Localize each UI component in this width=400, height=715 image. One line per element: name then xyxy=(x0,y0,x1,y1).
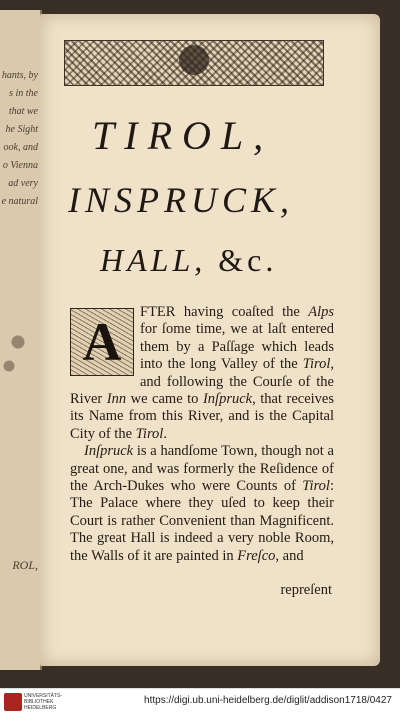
facing-page-line: he Sight xyxy=(5,124,38,135)
italic-phrase: Tirol xyxy=(135,425,164,442)
text-run: , and xyxy=(275,547,304,564)
italic-phrase: Inſpruck xyxy=(84,443,134,460)
text-run: : The Palace where they uſed to keep their Court is rather Convenient than Magnificent. The great Hall is indeed a very noble Room, the Walls of it are painted in xyxy=(70,478,334,564)
text-run: , and following the Courſe of the River xyxy=(70,356,334,408)
library-name-line: BIBLIOTHEK xyxy=(24,699,54,705)
library-name-line: HEIDELBERG xyxy=(24,705,57,711)
facing-page-line: ook, and xyxy=(3,142,38,153)
italic-phrase: Alps xyxy=(308,304,334,320)
viewer-footer xyxy=(0,688,400,715)
book-page xyxy=(40,14,380,666)
facing-page-edge xyxy=(0,10,42,670)
drop-cap-letter: A xyxy=(82,312,122,372)
italic-phrase: Inſpruck xyxy=(202,391,253,408)
body-text xyxy=(70,304,334,565)
library-logo-icon xyxy=(4,693,22,711)
text-run: . xyxy=(163,425,167,442)
crown-ornament-icon xyxy=(179,45,209,75)
text-run: for ſome time, we at laſt entered them by a Paſſage which leads into the long Valley of the xyxy=(140,321,334,373)
italic-phrase: Tirol xyxy=(302,478,330,495)
paragraph xyxy=(70,443,334,565)
chapter-title-line-2: INSPRUCK, xyxy=(68,180,295,220)
title-word-hall: HALL, xyxy=(100,242,207,278)
chapter-title-line-1: TIROL, xyxy=(92,113,274,158)
library-name-line: UNIVERSITÄTS- xyxy=(24,693,63,699)
decorated-initial xyxy=(70,308,134,376)
facing-page-line: ROL, xyxy=(12,558,38,572)
text-run: we came to xyxy=(126,391,203,408)
facing-page-line: e natural xyxy=(1,196,38,207)
chapter-title-line-3 xyxy=(100,242,277,279)
text-run: FTER having coaſted the xyxy=(140,304,309,320)
facing-page-line: o Vienna xyxy=(2,160,38,171)
facing-page-line: s in the xyxy=(9,88,38,99)
italic-phrase: Inn xyxy=(106,391,127,408)
facing-page-ornament xyxy=(0,310,30,390)
facing-page-line: that we xyxy=(8,106,38,117)
italic-phrase: Tirol xyxy=(302,356,331,373)
catchword: repreſent xyxy=(280,582,332,598)
permalink[interactable]: https://digi.ub.uni-heidelberg.de/diglit/addison1718/0427 xyxy=(144,695,392,706)
text-run: , that receives its Name from this River, and is the Capital City of the xyxy=(70,391,334,442)
text-run: is a handſome Town, though not a great one, and was formerly the Reſidence of the Arch-Dukes who were Counts of xyxy=(70,443,334,495)
title-etc: &c. xyxy=(218,242,278,278)
ornamental-headpiece xyxy=(64,40,324,86)
facing-page-line: ad very xyxy=(8,178,38,189)
italic-phrase: Freſco xyxy=(237,547,276,564)
library-name xyxy=(24,693,62,711)
facing-page-line: hants, by xyxy=(1,70,38,81)
